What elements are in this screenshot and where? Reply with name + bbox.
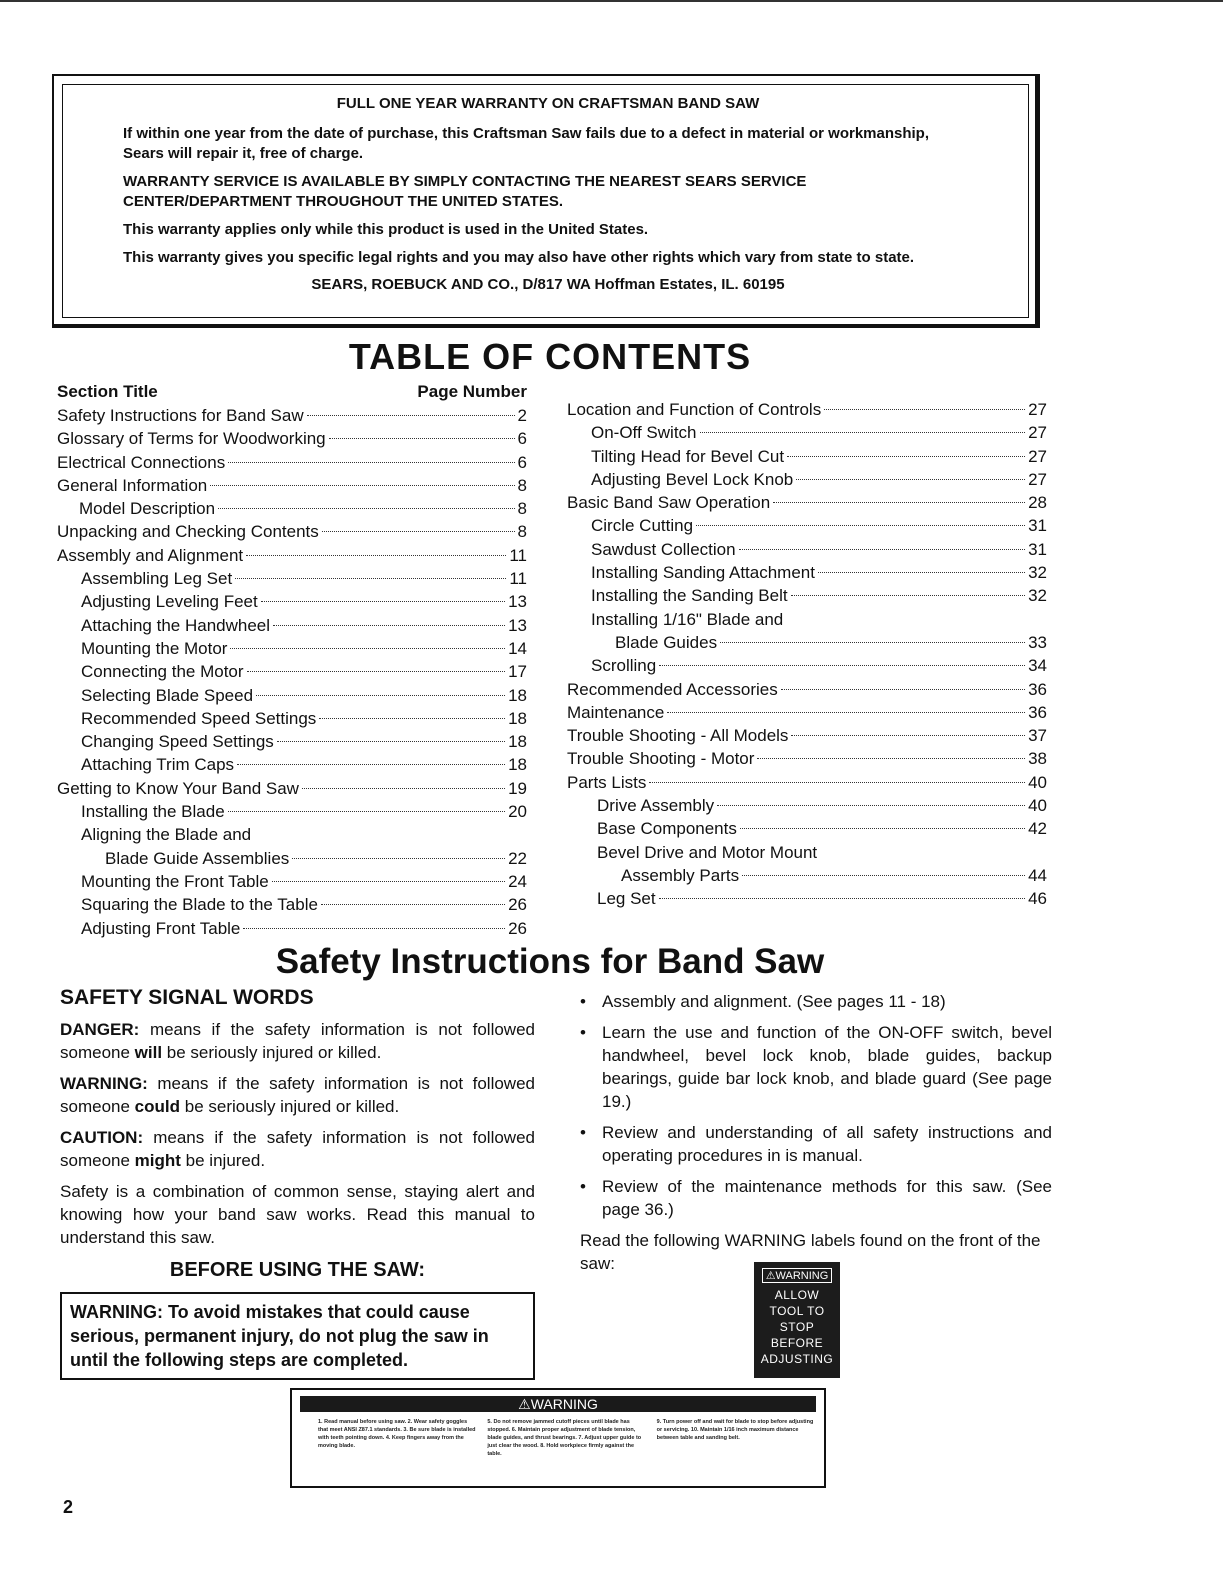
toc-entry bbox=[57, 800, 527, 823]
toc-entry-page: 18 bbox=[508, 755, 527, 775]
toc-entry-title: Maintenance bbox=[567, 702, 665, 722]
caution-text-a: means if the safety information is not followed someone bbox=[60, 1128, 535, 1170]
safety-left-column bbox=[60, 986, 535, 1380]
toc-entry bbox=[57, 404, 527, 427]
toc-dot-leader bbox=[230, 648, 505, 649]
toc-entry-title: Parts Lists bbox=[567, 772, 647, 792]
toc-dot-leader bbox=[273, 625, 505, 626]
toc-entry bbox=[567, 771, 1047, 794]
toc-entry-title: Location and Function of Controls bbox=[567, 400, 822, 419]
toc-entry bbox=[57, 823, 527, 846]
warranty-address: SEARS, ROEBUCK AND CO., D/817 WA Hoffman Estates, IL. 60195 bbox=[311, 276, 785, 293]
toc-entry-title: Recommended Accessories bbox=[567, 679, 778, 699]
toc-entry-page: 27 bbox=[1028, 446, 1047, 466]
toc-entry-title: Assembling Leg Set bbox=[81, 569, 233, 589]
toc-entry-title: Blade Guide Assemblies bbox=[105, 848, 290, 868]
toc-entry bbox=[57, 614, 527, 637]
toc-entry bbox=[57, 777, 527, 800]
toc-entry-page: 46 bbox=[1028, 889, 1047, 909]
toc-header bbox=[57, 380, 527, 404]
toc-entry bbox=[57, 637, 527, 660]
safety-right-column bbox=[580, 990, 1052, 1275]
toc-entry-title: Installing the Sanding Belt bbox=[591, 586, 788, 606]
toc-entry-page: 14 bbox=[508, 638, 527, 658]
warranty-inner-frame bbox=[62, 84, 1029, 318]
toc-entry-page: 32 bbox=[1028, 586, 1047, 606]
signal-words-heading: SAFETY SIGNAL WORDS bbox=[60, 986, 314, 1009]
bullet-item bbox=[580, 1021, 1052, 1113]
toc-entry-page: 20 bbox=[508, 802, 527, 822]
toc-entry-page: 40 bbox=[1028, 796, 1047, 816]
toc-entry bbox=[57, 474, 527, 497]
toc-dot-leader bbox=[791, 595, 1025, 596]
toc-entry-title: Scrolling bbox=[591, 656, 657, 676]
top-rule bbox=[0, 0, 1223, 2]
toc-entry bbox=[57, 590, 527, 613]
toc-entry-title: Unpacking and Checking Contents bbox=[57, 522, 319, 542]
toc-entry-page: 11 bbox=[509, 569, 527, 589]
toc-entry bbox=[567, 701, 1047, 724]
toc-entry-page: 44 bbox=[1028, 865, 1047, 885]
toc-dot-leader bbox=[319, 718, 505, 719]
toc-entry-page: 18 bbox=[508, 708, 527, 728]
toc-entry-page: 27 bbox=[1028, 400, 1047, 419]
toc-entry bbox=[57, 497, 527, 520]
combination-paragraph: Safety is a combination of common sense, staying alert and knowing how your band saw works. Read this manual to understand this saw. bbox=[60, 1182, 535, 1247]
toc-dot-leader bbox=[307, 415, 515, 416]
toc-entry-title: Selecting Blade Speed bbox=[81, 685, 254, 705]
toc-entry-page: 18 bbox=[508, 732, 527, 752]
toc-entry-page: 22 bbox=[508, 848, 527, 868]
bullet-dot-icon: • bbox=[580, 1177, 586, 1196]
toc-dot-leader bbox=[210, 485, 514, 486]
page-number: 2 bbox=[63, 1497, 74, 1517]
toc-dot-leader bbox=[243, 928, 505, 929]
caution-text-c: be injured. bbox=[180, 1151, 266, 1170]
toc-entry-title: Mounting the Front Table bbox=[81, 871, 269, 891]
warning-text-a: means if the safety information is not followed someone bbox=[60, 1074, 535, 1116]
toc-entry bbox=[567, 445, 1047, 468]
toc-entry-page: 17 bbox=[508, 662, 527, 682]
toc-entry bbox=[567, 841, 1047, 864]
bullet-item bbox=[580, 990, 1052, 1013]
warranty-paragraph-4: This warranty gives you specific legal rights and you may also have other rights which vary from state to state. bbox=[123, 249, 915, 266]
toc-entry-title: Basic Band Saw Operation bbox=[567, 493, 771, 513]
toc-entry-title: Leg Set bbox=[597, 889, 656, 909]
read-following-text: Read the following WARNING labels found on the front of the saw: bbox=[580, 1231, 1041, 1273]
danger-text-c: be seriously injured or killed. bbox=[162, 1043, 382, 1062]
toc-entry bbox=[567, 468, 1047, 491]
toc-entry-page: 6 bbox=[517, 429, 527, 449]
toc-entry-page: 13 bbox=[508, 615, 527, 635]
before-using-heading: BEFORE USING THE SAW: bbox=[169, 1259, 426, 1281]
large-label-col-2: 5. Do not remove jammed cutoff pieces until blade has stopped. 6. Maintain proper adjustment of blade tension, blade guides, and thrust bearings. 7. Adjust upper guide to just clear the wood. 8. Hold workpiece firmly against the table. bbox=[487, 1419, 642, 1457]
toc-dot-leader bbox=[739, 549, 1026, 550]
toc-dot-leader bbox=[717, 805, 1025, 806]
toc-entry bbox=[57, 684, 527, 707]
toc-dot-leader bbox=[228, 462, 514, 463]
toc-entry bbox=[567, 724, 1047, 747]
toc-entry-title: Assembly and Alignment bbox=[57, 545, 244, 565]
toc-entry-page: 19 bbox=[508, 778, 527, 798]
toc-entry-title: Recommended Speed Settings bbox=[81, 708, 317, 728]
toc-dot-leader bbox=[322, 531, 515, 532]
toc-entry bbox=[57, 893, 527, 916]
toc-entry-title: Bevel Drive and Motor Mount bbox=[597, 842, 818, 862]
toc-entry-title: Assembly Parts bbox=[621, 865, 740, 885]
toc-title: TABLE OF CONTENTS bbox=[348, 336, 752, 377]
toc-entry bbox=[57, 427, 527, 450]
toc-entry-page: 34 bbox=[1028, 656, 1047, 676]
large-label-columns bbox=[318, 1418, 816, 1482]
bullet-item bbox=[580, 1175, 1052, 1221]
toc-entry-title: Sawdust Collection bbox=[591, 539, 736, 559]
toc-entry-title: Getting to Know Your Band Saw bbox=[57, 778, 299, 798]
toc-entry-title: Changing Speed Settings bbox=[81, 732, 274, 752]
toc-dot-leader bbox=[791, 735, 1025, 736]
toc-entry bbox=[57, 520, 527, 543]
toc-dot-leader bbox=[700, 432, 1026, 433]
toc-entry-page: 33 bbox=[1028, 632, 1047, 652]
bullet-text: Review of the maintenance methods for this saw. (See page 36.) bbox=[602, 1177, 1052, 1219]
large-label-col-3: 9. Turn power off and wait for blade to stop before adjusting or servicing. 10. Maintain 1/16 inch maximum distance between table and sanding belt. bbox=[656, 1419, 814, 1441]
toc-dot-leader bbox=[696, 525, 1025, 526]
toc-entry-page: 38 bbox=[1028, 749, 1047, 769]
toc-entry-title: Mounting the Motor bbox=[81, 638, 228, 658]
toc-section-header: Section Title bbox=[57, 382, 158, 401]
step-bullets bbox=[580, 990, 1052, 1221]
toc-entry-title: Connecting the Motor bbox=[81, 662, 244, 682]
toc-entry bbox=[567, 678, 1047, 701]
small-label-line: STOP bbox=[779, 1320, 815, 1334]
toc-entry-page: 26 bbox=[508, 895, 527, 915]
toc-entry-title: Adjusting Bevel Lock Knob bbox=[591, 469, 794, 489]
warranty-paragraph-3: This warranty applies only while this product is used in the United States. bbox=[123, 221, 649, 238]
toc-dot-leader bbox=[237, 764, 505, 765]
toc-entry-title: Glossary of Terms for Woodworking bbox=[57, 429, 326, 449]
bullet-dot-icon: • bbox=[580, 1023, 586, 1042]
toc-dot-leader bbox=[302, 788, 505, 789]
toc-entry-title: Attaching the Handwheel bbox=[81, 615, 271, 635]
toc-entry-page: 11 bbox=[509, 545, 527, 565]
small-label-line: TOOL TO bbox=[769, 1304, 825, 1318]
toc-dot-leader bbox=[235, 578, 506, 579]
toc-entry-page: 36 bbox=[1028, 679, 1047, 699]
toc-entry-page: 26 bbox=[508, 918, 527, 938]
toc-entry bbox=[567, 794, 1047, 817]
toc-entry bbox=[567, 631, 1047, 654]
toc-dot-leader bbox=[796, 479, 1025, 480]
toc-entry-title: Tilting Head for Bevel Cut bbox=[591, 446, 785, 466]
toc-entry-title: Circle Cutting bbox=[591, 516, 694, 536]
toc-entry-page: 37 bbox=[1028, 726, 1047, 746]
toc-entry bbox=[567, 584, 1047, 607]
toc-left-list bbox=[57, 404, 527, 940]
toc-entry bbox=[57, 753, 527, 776]
toc-entry-page: 42 bbox=[1028, 819, 1047, 839]
toc-entry-page: 40 bbox=[1028, 772, 1047, 792]
toc-entry bbox=[567, 608, 1047, 631]
toc-entry bbox=[567, 514, 1047, 537]
toc-entry-page: 6 bbox=[517, 452, 527, 472]
toc-entry bbox=[567, 747, 1047, 770]
toc-entry-page: 2 bbox=[517, 406, 527, 425]
toc-entry-title: Installing Sanding Attachment bbox=[591, 563, 815, 583]
toc-entry-title: Attaching Trim Caps bbox=[81, 755, 235, 775]
bullet-dot-icon: • bbox=[580, 1123, 586, 1142]
toc-entry-title: Base Components bbox=[597, 819, 737, 839]
toc-dot-leader bbox=[720, 642, 1025, 643]
toc-left-column bbox=[57, 380, 527, 940]
toc-entry-page: 18 bbox=[508, 685, 527, 705]
small-label-line: ALLOW bbox=[774, 1288, 820, 1302]
toc-right-column bbox=[567, 398, 1047, 911]
toc-entry bbox=[57, 544, 527, 567]
toc-right-list bbox=[567, 398, 1047, 911]
small-warning-label bbox=[754, 1262, 840, 1378]
toc-dot-leader bbox=[824, 409, 1025, 410]
caution-paragraph bbox=[60, 1126, 535, 1172]
toc-dot-leader bbox=[329, 438, 515, 439]
toc-entry bbox=[567, 887, 1047, 910]
large-warning-label bbox=[290, 1388, 826, 1488]
toc-entry-title: Installing the Blade bbox=[81, 802, 225, 822]
toc-entry bbox=[57, 660, 527, 683]
toc-dot-leader bbox=[321, 904, 505, 905]
toc-entry bbox=[57, 847, 527, 870]
toc-entry-page: 8 bbox=[517, 522, 527, 542]
toc-entry-page: 27 bbox=[1028, 423, 1047, 443]
small-label-line: ADJUSTING bbox=[760, 1352, 834, 1366]
toc-entry bbox=[567, 654, 1047, 677]
bullet-text: Assembly and alignment. (See pages 11 - 18) bbox=[602, 992, 946, 1011]
toc-entry-title: Drive Assembly bbox=[597, 796, 715, 816]
toc-dot-leader bbox=[773, 502, 1025, 503]
toc-entry-page: 28 bbox=[1028, 493, 1047, 513]
warranty-paragraph-1: If within one year from the date of purchase, this Craftsman Saw fails due to a defect in material or workmanship, Sears will repair it, free of charge. bbox=[123, 125, 930, 162]
small-label-line: BEFORE bbox=[770, 1336, 824, 1350]
toc-entry bbox=[567, 398, 1047, 421]
toc-entry-title: Safety Instructions for Band Saw bbox=[57, 406, 304, 425]
toc-entry-title: Blade Guides bbox=[615, 632, 718, 652]
toc-entry-page: 8 bbox=[517, 499, 527, 519]
toc-entry bbox=[57, 730, 527, 753]
safety-title: Safety Instructions for Band Saw bbox=[275, 942, 825, 981]
toc-dot-leader bbox=[256, 695, 505, 696]
toc-entry-title: Model Description bbox=[79, 499, 216, 519]
large-label-col-1: 1. Read manual before using saw. 2. Wear safety goggles that meet ANSI Z87.1 standards. 3. Be sure blade is installed with teeth pointing down. 4. Keep fingers away from the moving blade. bbox=[318, 1419, 476, 1449]
toc-entry bbox=[57, 707, 527, 730]
toc-dot-leader bbox=[659, 898, 1025, 899]
warranty-box bbox=[52, 74, 1040, 328]
toc-entry-page: 13 bbox=[508, 592, 527, 612]
toc-entry-title: Adjusting Leveling Feet bbox=[81, 592, 258, 612]
toc-dot-leader bbox=[277, 741, 505, 742]
caution-emphasis: might bbox=[134, 1151, 181, 1170]
danger-label: DANGER: bbox=[60, 1020, 140, 1039]
toc-dot-leader bbox=[742, 875, 1025, 876]
toc-dot-leader bbox=[757, 758, 1025, 759]
toc-entry-page: 8 bbox=[517, 475, 527, 495]
toc-dot-leader bbox=[781, 689, 1025, 690]
toc-entry-page: 31 bbox=[1028, 539, 1047, 559]
warning-box: WARNING: To avoid mistakes that could cause serious, permanent injury, do not plug the saw in until the following steps are completed. bbox=[60, 1292, 535, 1380]
bullet-dot-icon: • bbox=[580, 992, 586, 1011]
toc-dot-leader bbox=[228, 811, 505, 812]
toc-dot-leader bbox=[649, 782, 1025, 783]
toc-dot-leader bbox=[818, 572, 1025, 573]
toc-dot-leader bbox=[659, 665, 1025, 666]
toc-entry-page: 31 bbox=[1028, 516, 1047, 536]
toc-entry-title: Squaring the Blade to the Table bbox=[81, 895, 318, 915]
toc-dot-leader bbox=[218, 508, 514, 509]
toc-dot-leader bbox=[292, 858, 505, 859]
bullet-text: Learn the use and function of the ON-OFF switch, bevel handwheel, bevel lock knob, blade guides, backup bearings, guide bar lock knob, and blade guard (See page 19.) bbox=[602, 1023, 1052, 1111]
toc-entry-title: On-Off Switch bbox=[591, 423, 697, 443]
toc-entry-title: Trouble Shooting - All Models bbox=[567, 726, 789, 746]
toc-entry bbox=[567, 421, 1047, 444]
toc-entry bbox=[57, 567, 527, 590]
toc-dot-leader bbox=[272, 881, 505, 882]
warranty-title: FULL ONE YEAR WARRANTY ON CRAFTSMAN BAND SAW bbox=[336, 95, 760, 112]
toc-entry-title: Adjusting Front Table bbox=[81, 918, 241, 938]
toc-entry bbox=[567, 561, 1047, 584]
bullet-text: Review and understanding of all safety instructions and operating procedures in is manual. bbox=[602, 1123, 1052, 1165]
toc-entry-title: Aligning the Blade and bbox=[81, 825, 252, 845]
toc-entry-page: 32 bbox=[1028, 563, 1047, 583]
toc-entry-page: 24 bbox=[508, 871, 527, 891]
toc-entry bbox=[567, 817, 1047, 840]
toc-entry-title: Trouble Shooting - Motor bbox=[567, 749, 755, 769]
toc-entry-page: 36 bbox=[1028, 702, 1047, 722]
warning-paragraph bbox=[60, 1072, 535, 1118]
warning-emphasis: could bbox=[134, 1097, 181, 1116]
danger-text-a: means if the safety information is not followed someone bbox=[60, 1020, 535, 1062]
toc-entry bbox=[57, 870, 527, 893]
toc-dot-leader bbox=[740, 828, 1025, 829]
toc-dot-leader bbox=[667, 712, 1025, 713]
toc-entry bbox=[567, 491, 1047, 514]
caution-label: CAUTION: bbox=[60, 1128, 144, 1147]
toc-entry bbox=[57, 451, 527, 474]
toc-dot-leader bbox=[246, 555, 506, 556]
warning-label: WARNING: bbox=[60, 1074, 148, 1093]
toc-entry bbox=[567, 864, 1047, 887]
toc-entry bbox=[567, 538, 1047, 561]
toc-entry-title: General Information bbox=[57, 475, 208, 495]
large-label-header: ⚠WARNING bbox=[300, 1396, 816, 1412]
toc-dot-leader bbox=[247, 671, 506, 672]
danger-emphasis: will bbox=[134, 1043, 163, 1062]
bullet-item bbox=[580, 1121, 1052, 1167]
toc-entry-title: Electrical Connections bbox=[57, 452, 226, 472]
toc-entry-page: 27 bbox=[1028, 469, 1047, 489]
toc-dot-leader bbox=[261, 601, 505, 602]
warranty-paragraph-2: WARRANTY SERVICE IS AVAILABLE BY SIMPLY CONTACTING THE NEAREST SEARS SERVICE CENTER/DEPARTMENT THROUGHOUT THE UNITED STATES. bbox=[123, 173, 807, 210]
danger-paragraph bbox=[60, 1018, 535, 1064]
toc-entry bbox=[57, 917, 527, 940]
toc-entry-title: Installing 1/16" Blade and bbox=[591, 609, 784, 629]
warning-text-c: be seriously injured or killed. bbox=[180, 1097, 400, 1116]
toc-dot-leader bbox=[787, 456, 1025, 457]
small-label-header: ⚠WARNING bbox=[762, 1268, 833, 1283]
toc-page-header: Page Number bbox=[417, 382, 527, 401]
